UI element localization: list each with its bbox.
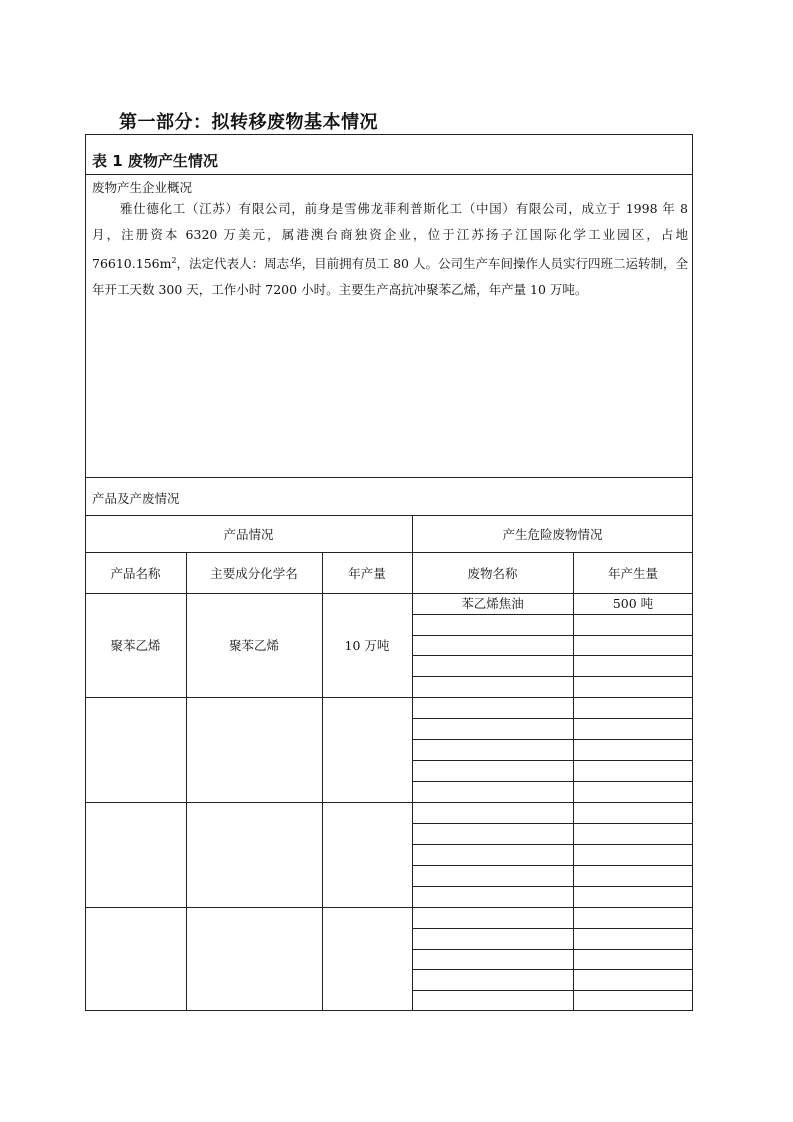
annual-output-cell bbox=[322, 697, 412, 802]
waste-name-cell bbox=[412, 635, 573, 656]
waste-amount-cell bbox=[573, 823, 693, 844]
waste-name-cell bbox=[412, 760, 573, 781]
waste-amount-cell bbox=[573, 969, 693, 990]
waste-name-cell bbox=[412, 802, 573, 823]
column-header-annual-amount: 年产生量 bbox=[607, 565, 658, 581]
waste-amount-cell bbox=[573, 676, 693, 697]
waste-name-cell bbox=[412, 969, 573, 990]
waste-amount-cell bbox=[573, 718, 693, 739]
chemical-name-cell bbox=[186, 907, 322, 1011]
waste-name-cell bbox=[412, 886, 573, 907]
annual-output-cell bbox=[322, 907, 412, 1011]
column-header-product-name: 产品名称 bbox=[110, 565, 161, 581]
waste-name-cell bbox=[412, 865, 573, 886]
divider bbox=[412, 990, 693, 991]
section-title: 第一部分：拟转移废物基本情况 bbox=[119, 112, 378, 133]
overview-paragraph bbox=[92, 196, 688, 303]
divider bbox=[412, 676, 693, 677]
waste-amount-cell: 500 吨 bbox=[612, 596, 654, 612]
waste-amount-cell bbox=[573, 739, 693, 760]
divider bbox=[412, 865, 693, 866]
divider bbox=[412, 969, 693, 970]
waste-name-cell bbox=[412, 718, 573, 739]
waste-amount-cell bbox=[573, 844, 693, 865]
overview-text-part2: ，法定代表人：周志华，目前拥有员工 80 人。公司生产车间操作人员实行四班二运转制，全年开工天数 300 天，工作小时 7200 小时。主要生产高抗冲聚苯乙烯，年产量 10 万吨。 bbox=[92, 256, 688, 298]
waste-amount-cell bbox=[573, 907, 693, 928]
divider bbox=[412, 655, 693, 656]
waste-name-cell bbox=[412, 614, 573, 635]
superscript: 2 bbox=[171, 256, 177, 265]
column-header-waste-name: 废物名称 bbox=[467, 565, 518, 581]
divider bbox=[412, 781, 693, 782]
waste-amount-cell bbox=[573, 949, 693, 970]
group-header-wastes: 产生危险废物情况 bbox=[502, 526, 603, 542]
waste-name-cell bbox=[412, 676, 573, 697]
waste-amount-cell bbox=[573, 614, 693, 635]
waste-amount-cell bbox=[573, 865, 693, 886]
waste-name-cell bbox=[412, 739, 573, 760]
divider bbox=[412, 823, 693, 824]
waste-amount-cell bbox=[573, 760, 693, 781]
waste-amount-cell bbox=[573, 928, 693, 949]
chemical-name-cell bbox=[186, 802, 322, 907]
waste-name-cell bbox=[412, 949, 573, 970]
chemical-name-cell: 聚苯乙烯 bbox=[228, 638, 279, 653]
table-title: 表 1 废物产生情况 bbox=[92, 152, 218, 170]
product-name-cell bbox=[85, 907, 186, 1011]
divider bbox=[412, 886, 693, 887]
waste-name-cell: 苯乙烯焦油 bbox=[461, 596, 524, 612]
waste-amount-cell bbox=[573, 635, 693, 656]
products-section-label: 产品及产废情况 bbox=[92, 491, 180, 506]
waste-amount-cell bbox=[573, 886, 693, 907]
waste-name-cell bbox=[412, 907, 573, 928]
waste-amount-cell bbox=[573, 802, 693, 823]
annual-output-cell bbox=[322, 802, 412, 907]
waste-amount-cell bbox=[573, 655, 693, 676]
product-name-cell bbox=[85, 802, 186, 907]
annual-output-cell: 10 万吨 bbox=[344, 638, 390, 653]
waste-name-cell bbox=[412, 697, 573, 718]
divider bbox=[412, 739, 693, 740]
column-header-chemical-name: 主要成分化学名 bbox=[210, 565, 298, 581]
overview-label: 废物产生企业概况 bbox=[92, 180, 193, 195]
divider bbox=[412, 844, 693, 845]
waste-amount-cell bbox=[573, 781, 693, 802]
chemical-name-cell bbox=[186, 697, 322, 802]
divider bbox=[412, 614, 693, 615]
waste-amount-cell bbox=[573, 697, 693, 718]
product-name-cell bbox=[85, 697, 186, 802]
waste-amount-cell bbox=[573, 990, 693, 1011]
divider bbox=[412, 760, 693, 761]
group-header-products: 产品情况 bbox=[223, 526, 274, 542]
divider bbox=[85, 477, 693, 478]
column-header-annual-output: 年产量 bbox=[348, 565, 386, 581]
overview-text-part1: 雅仕德化工（江苏）有限公司，前身是雪佛龙菲利普斯化工（中国）有限公司，成立于 1998 年 8 月，注册资本 6320 万美元，属港澳台商独资企业，位于江苏扬子江国际化学工业园区，占地 76610.156m bbox=[92, 201, 688, 272]
divider bbox=[412, 928, 693, 929]
waste-name-cell bbox=[412, 844, 573, 865]
waste-name-cell bbox=[412, 781, 573, 802]
waste-name-cell bbox=[412, 990, 573, 1011]
waste-name-cell bbox=[412, 823, 573, 844]
waste-name-cell bbox=[412, 655, 573, 676]
waste-name-cell bbox=[412, 928, 573, 949]
divider bbox=[412, 949, 693, 950]
divider bbox=[85, 174, 693, 175]
divider bbox=[412, 718, 693, 719]
product-name-cell: 聚苯乙烯 bbox=[110, 638, 161, 653]
divider bbox=[412, 635, 693, 636]
